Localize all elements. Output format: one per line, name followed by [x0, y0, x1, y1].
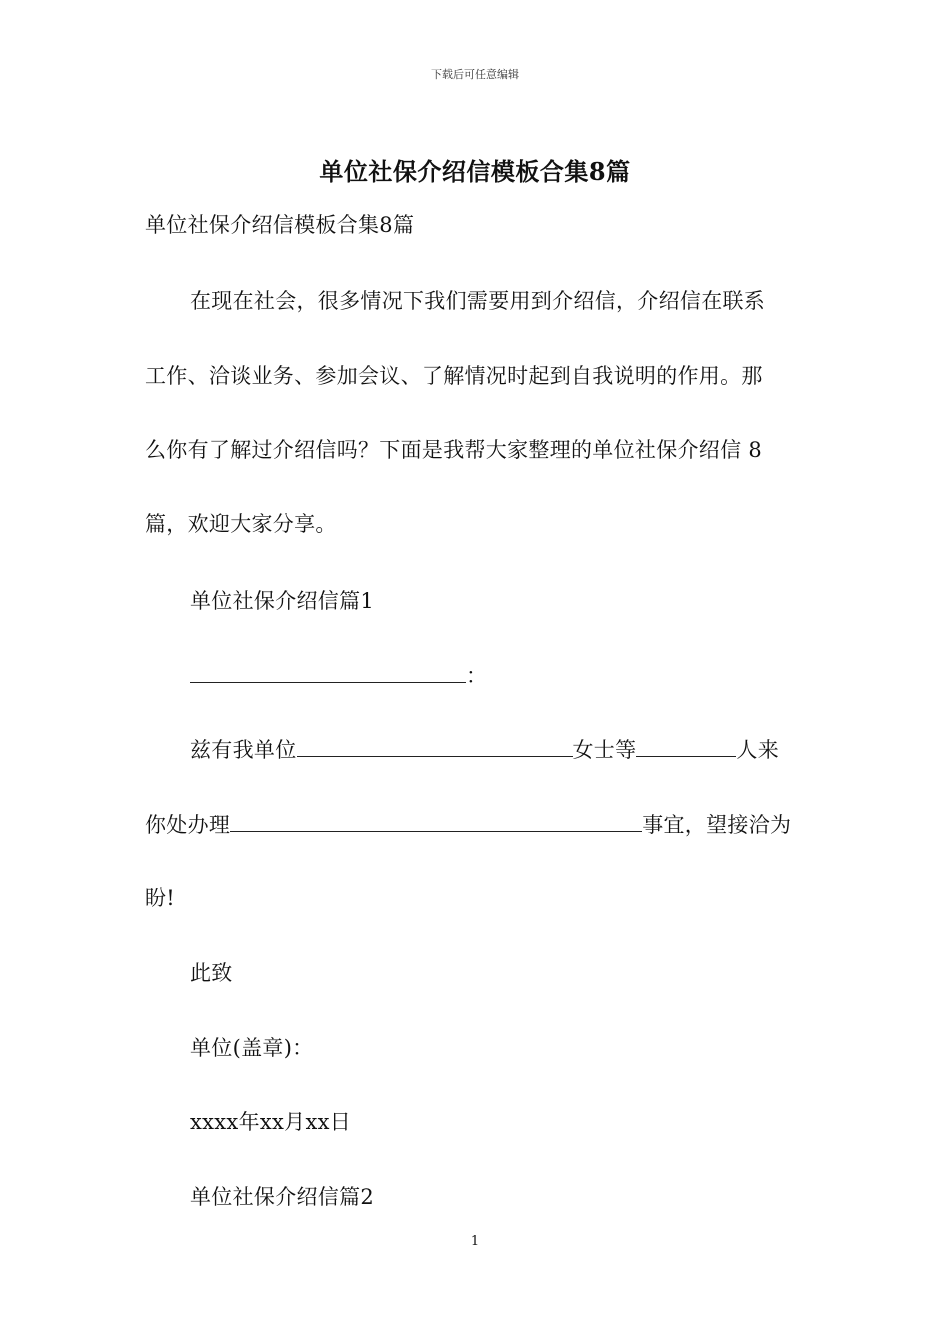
header-note: 下载后可任意编辑	[431, 68, 519, 81]
intro-line-3: 么你有了解过介绍信吗？下面是我帮大家整理的单位社保介绍信 8	[145, 438, 763, 462]
intro-line-2: 工作、洽谈业务、参加会议、了解情况时起到自我说明的作用。那	[145, 364, 763, 388]
body-line-1	[190, 734, 810, 765]
intro-line-4: 篇，欢迎大家分享。	[145, 512, 337, 536]
body-line-3: 盼!	[145, 886, 176, 910]
body-text-5: 事宜，望接洽为	[642, 813, 792, 837]
letter-date: xxxx年xx月xx日	[190, 1110, 352, 1134]
closing-text: 此致	[190, 961, 233, 985]
document-title: 单位社保介绍信模板合集8篇	[319, 157, 631, 186]
document-subtitle: 单位社保介绍信模板合集8篇	[145, 213, 415, 237]
body-text-1: 兹有我单位	[190, 738, 297, 762]
matter-blank	[230, 809, 642, 832]
body-text-4: 你处办理	[145, 813, 231, 837]
unit-person-blank	[297, 734, 573, 757]
salutation-line	[190, 660, 855, 691]
section-2-heading: 单位社保介绍信篇2	[190, 1185, 375, 1209]
section-1-heading: 单位社保介绍信篇1	[190, 589, 375, 613]
salutation-colon: ：	[466, 664, 488, 688]
unit-seal-label: 单位(盖章)：	[190, 1036, 314, 1060]
body-line-2	[145, 809, 810, 840]
body-text-3: 人来	[736, 738, 780, 762]
body-text-2: 女士等	[572, 738, 637, 762]
recipient-blank	[190, 660, 466, 683]
count-blank	[636, 734, 736, 757]
page-number: 1	[470, 1234, 480, 1249]
intro-line-1: 在现在社会，很多情况下我们需要用到介绍信，介绍信在联系	[190, 289, 766, 313]
